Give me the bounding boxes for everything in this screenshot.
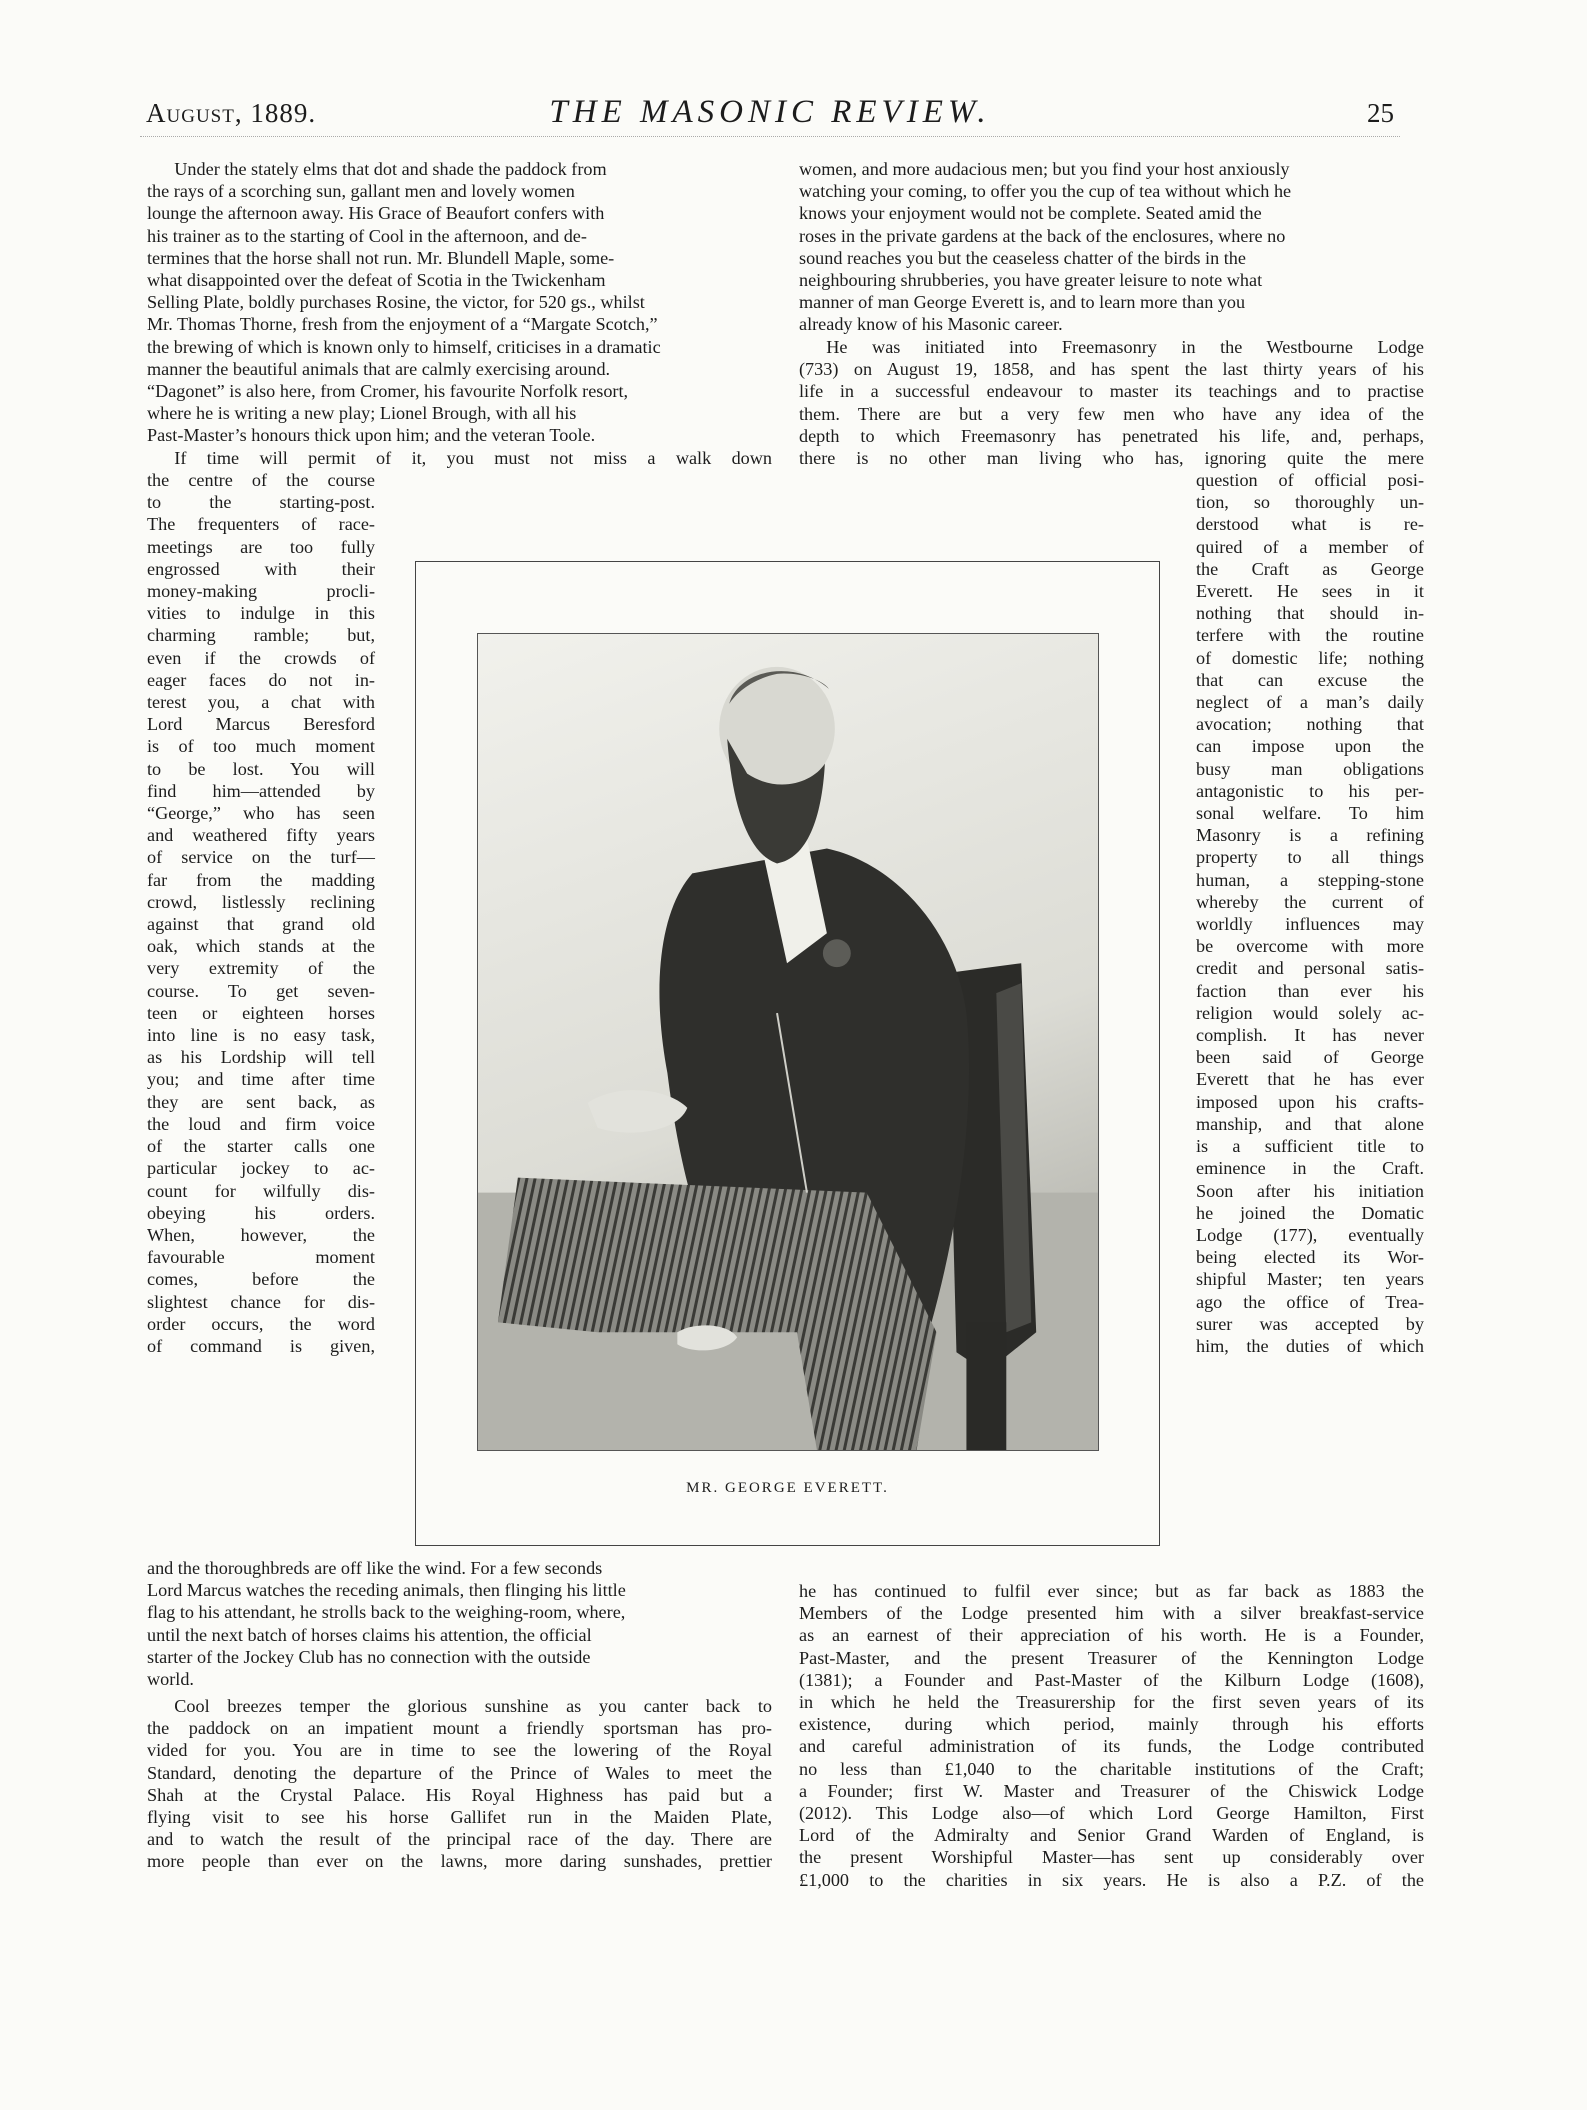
right-paragraph-2-start-line: life in a successful endeavour to master its teachings and to practise [799, 381, 1424, 402]
right-narrow-column-line: nothing that should in- [1196, 603, 1424, 624]
left-narrow-column-line: charming ramble; but, [147, 625, 375, 646]
left-narrow-column-line: “George,” who has seen [147, 803, 375, 824]
right-paragraph-1-line: knows your enjoyment would not be complete. Seated amid the [799, 203, 1262, 224]
left-paragraph-2-end-line: and the thoroughbreds are off like the wind. For a few seconds [147, 1558, 603, 1578]
right-paragraph-2-end [799, 1580, 1424, 1891]
portrait-drawing [478, 634, 1098, 1450]
right-paragraph-2-end-line: Past-Master, and the present Treasurer of the Kennington Lodge [799, 1647, 1424, 1668]
left-paragraph-3 [147, 1695, 772, 1873]
left-paragraph-1-line: “Dagonet” is also here, from Cromer, his favourite Norfolk resort, [147, 381, 629, 402]
right-narrow-column-line: Masonry is a refining [1196, 825, 1424, 846]
left-narrow-column-line: engrossed with their [147, 558, 375, 579]
right-narrow-column-line: property to all things [1196, 847, 1424, 868]
left-narrow-column-line: they are sent back, as [147, 1091, 375, 1112]
left-paragraph-1-line: what disappointed over the defeat of Scotia in the Twickenham [147, 270, 606, 291]
portrait-figure [415, 561, 1160, 1546]
left-paragraph-3-line: vided for you. You are in time to see the lowering of the Royal [147, 1740, 772, 1761]
right-paragraph-1-line: women, and more audacious men; but you find your host anxiously [799, 159, 1290, 179]
right-narrow-column-line: him, the duties of which [1196, 1335, 1424, 1356]
right-narrow-column-line: Lodge (177), eventually [1196, 1224, 1424, 1245]
right-narrow-column-line: is a sufficient title to [1196, 1136, 1424, 1157]
right-paragraph-2-end-line: no less than £1,040 to the charitable institutions of the Craft; [799, 1758, 1424, 1779]
left-paragraph-1-line: the rays of a scorching sun, gallant men and lovely women [147, 181, 575, 202]
right-paragraph-2-end-line: in which he held the Treasurership for the first seven years of its [799, 1692, 1424, 1713]
right-narrow-column-line: can impose upon the [1196, 736, 1424, 757]
right-narrow-column-line: question of official posi- [1196, 470, 1424, 490]
left-narrow-column-line: even if the crowds of [147, 647, 375, 668]
right-narrow-column-line: antagonistic to his per- [1196, 780, 1424, 801]
right-narrow-column-line: ago the office of Trea- [1196, 1291, 1424, 1312]
left-narrow-column-line: to the starting-post. [147, 492, 375, 513]
right-narrow-column-line: he joined the Domatic [1196, 1202, 1424, 1223]
left-paragraph-2-end-line: Lord Marcus watches the receding animals, then flinging his little [147, 1580, 626, 1601]
left-narrow-column-line: and weathered fifty years [147, 825, 375, 846]
right-paragraph-2-end-line: the present Worshipful Master—has sent up considerably over [799, 1847, 1424, 1868]
left-narrow-column-line: obeying his orders. [147, 1202, 375, 1223]
right-narrow-column-line: of domestic life; nothing [1196, 647, 1424, 668]
left-paragraph-1-line: Mr. Thomas Thorne, fresh from the enjoyment of a “Margate Scotch,” [147, 314, 658, 335]
right-paragraph-1 [799, 158, 1424, 336]
left-narrow-column-line: far from the madding [147, 869, 375, 890]
left-paragraph-3-line: more people than ever on the lawns, more daring sunshades, prettier [147, 1851, 772, 1872]
left-narrow-column-line: favourable moment [147, 1247, 375, 1268]
left-paragraph-1-line: lounge the afternoon away. His Grace of Beaufort confers with [147, 203, 605, 224]
right-narrow-column-line: surer was accepted by [1196, 1313, 1424, 1334]
left-narrow-column-line: against that grand old [147, 914, 375, 935]
right-paragraph-2-end-line: (2012). This Lodge also—of which Lord George Hamilton, First [799, 1803, 1424, 1824]
right-narrow-column-line: busy man obligations [1196, 758, 1424, 779]
left-paragraph-3-line: flying visit to see his horse Gallifet run in the Maiden Plate, [147, 1807, 772, 1828]
right-paragraph-2-end-line: existence, during which period, mainly through his efforts [799, 1714, 1424, 1735]
left-paragraph-1-line: termines that the horse shall not run. Mr. Blundell Maple, some- [147, 247, 615, 268]
left-paragraph-3-line: and to watch the result of the principal race of the day. There are [147, 1829, 772, 1850]
left-narrow-column-line: of command is given, [147, 1335, 375, 1356]
right-paragraph-2-end-line: Lord of the Admiralty and Senior Grand Warden of England, is [799, 1825, 1424, 1846]
right-narrow-column-line: shipful Master; ten years [1196, 1269, 1424, 1290]
right-narrow-column-line: faction than ever his [1196, 980, 1424, 1001]
portrait-caption: MR. GEORGE EVERETT. [686, 1480, 889, 1496]
left-paragraph-3-line: Standard, denoting the departure of the Prince of Wales to meet the [147, 1762, 772, 1783]
right-narrow-column-line: sonal welfare. To him [1196, 803, 1424, 824]
right-narrow-column-line: religion would solely ac- [1196, 1002, 1424, 1023]
left-narrow-column-line: comes, before the [147, 1269, 375, 1290]
right-narrow-column-line: whereby the current of [1196, 891, 1424, 912]
left-narrow-column-line: to be lost. You will [147, 758, 375, 779]
left-paragraph-2-start [147, 447, 772, 469]
left-narrow-column-line: meetings are too fully [147, 536, 375, 557]
right-narrow-column-line: avocation; nothing that [1196, 714, 1424, 735]
right-paragraph-2-start-line: (733) on August 19, 1858, and has spent the last thirty years of his [799, 359, 1424, 380]
right-paragraph-2-end-line: a Founder; first W. Master and Treasurer of the Chiswick Lodge [799, 1780, 1424, 1801]
right-narrow-column [1196, 469, 1424, 1357]
right-narrow-column-line: derstood what is re- [1196, 514, 1424, 535]
left-paragraph-3-line: Cool breezes temper the glorious sunshine as you canter back to [174, 1696, 772, 1716]
left-narrow-column-line: crowd, listlessly reclining [147, 891, 375, 912]
left-paragraph-1-line: Under the stately elms that dot and shade the paddock from [174, 159, 607, 179]
right-narrow-column-line: that can excuse the [1196, 669, 1424, 690]
right-paragraph-2-end-line: he has continued to fulfil ever since; but as far back as 1883 the [799, 1581, 1424, 1601]
right-paragraph-2-end-line: and careful administration of its funds, the Lodge contributed [799, 1736, 1424, 1757]
right-paragraph-2-start-line: depth to which Freemasonry has penetrated his life, and, perhaps, [799, 425, 1424, 446]
left-paragraph-2-start-line: If time will permit of it, you must not miss a walk down [174, 448, 772, 468]
right-narrow-column-line: neglect of a man’s daily [1196, 692, 1424, 713]
right-narrow-column-line: Everett. He sees in it [1196, 581, 1424, 602]
left-narrow-column-line: find him—attended by [147, 780, 375, 801]
left-paragraph-1-line: Past-Master’s honours thick upon him; and the veteran Toole. [147, 425, 596, 446]
left-paragraph-3-line: the paddock on an impatient mount a friendly sportsman has pro- [147, 1718, 772, 1739]
issue-date: August, 1889. [146, 98, 317, 128]
left-narrow-column-line: eager faces do not in- [147, 669, 375, 690]
left-paragraph-2-end-line: flag to his attendant, he strolls back to the weighing-room, where, [147, 1602, 626, 1623]
left-narrow-column-line: When, however, the [147, 1224, 375, 1245]
left-narrow-column-line: is of too much moment [147, 736, 375, 757]
left-narrow-column-line: the centre of the course [147, 470, 375, 490]
left-narrow-column-line: teen or eighteen horses [147, 1002, 375, 1023]
left-narrow-column-line: of service on the turf— [147, 847, 375, 868]
left-paragraph-1 [147, 158, 772, 447]
left-narrow-column-line: vities to indulge in this [147, 603, 375, 624]
right-narrow-column-line: manship, and that alone [1196, 1113, 1424, 1134]
left-narrow-column-line: slightest chance for dis- [147, 1291, 375, 1312]
left-narrow-column-line: count for wilfully dis- [147, 1180, 375, 1201]
right-narrow-column-line: worldly influences may [1196, 914, 1424, 935]
portrait-photograph-icon [477, 633, 1099, 1451]
right-narrow-column-line: the Craft as George [1196, 558, 1424, 579]
header-rule [140, 136, 1400, 137]
right-paragraph-2-end-line: (1381); a Founder and Past-Master of the Kilburn Lodge (1608), [799, 1669, 1424, 1690]
right-paragraph-2-end-line: Members of the Lodge presented him with a silver breakfast-service [799, 1603, 1424, 1624]
left-narrow-column [147, 469, 375, 1357]
left-narrow-column-line: very extremity of the [147, 958, 375, 979]
right-paragraph-1-line: sound reaches you but the ceaseless chatter of the birds in the [799, 247, 1246, 268]
left-paragraph-2-end [147, 1557, 772, 1690]
right-paragraph-1-line: roses in the private gardens at the back of the enclosures, where no [799, 225, 1286, 246]
left-narrow-column-line: money-making procli- [147, 581, 375, 602]
right-paragraph-2-start-line: them. There are but a very few men who have any idea of the [799, 403, 1424, 424]
right-paragraph-2-end-line: as an earnest of their appreciation of his worth. He is a Founder, [799, 1625, 1424, 1646]
right-paragraph-1-line: already know of his Masonic career. [799, 314, 1063, 335]
left-narrow-column-line: the loud and firm voice [147, 1113, 375, 1134]
right-paragraph-1-line: manner of man George Everett is, and to learn more than you [799, 292, 1246, 313]
right-narrow-column-line: terfere with the routine [1196, 625, 1424, 646]
right-narrow-column-line: been said of George [1196, 1047, 1424, 1068]
right-narrow-column-line: human, a stepping-stone [1196, 869, 1424, 890]
right-narrow-column-line: credit and personal satis- [1196, 958, 1424, 979]
left-narrow-column-line: of the starter calls one [147, 1136, 375, 1157]
left-narrow-column-line: into line is no easy task, [147, 1025, 375, 1046]
page-header [140, 90, 1400, 140]
left-paragraph-1-line: manner the beautiful animals that are calmly exercising around. [147, 358, 611, 379]
left-paragraph-1-line: the brewing of which is known only to himself, criticises in a dramatic [147, 336, 661, 357]
left-paragraph-3-line: Shah at the Crystal Palace. His Royal Highness has paid but a [147, 1784, 772, 1805]
right-narrow-column-line: be overcome with more [1196, 936, 1424, 957]
left-narrow-column-line: as his Lordship will tell [147, 1047, 375, 1068]
right-paragraph-2-start-line: there is no other man living who has, ignoring quite the mere [799, 448, 1424, 469]
left-paragraph-1-line: his trainer as to the starting of Cool in the afternoon, and de- [147, 225, 587, 246]
right-narrow-column-line: eminence in the Craft. [1196, 1158, 1424, 1179]
right-narrow-column-line: Everett that he has ever [1196, 1069, 1424, 1090]
left-narrow-column-line: terest you, a chat with [147, 692, 375, 713]
left-narrow-column-line: course. To get seven- [147, 980, 375, 1001]
left-narrow-column-line: order occurs, the word [147, 1313, 375, 1334]
left-paragraph-1-line: where he is writing a new play; Lionel Brough, with all his [147, 403, 577, 424]
right-paragraph-2-start-line: He was initiated into Freemasonry in the Westbourne Lodge [826, 337, 1424, 357]
publication-title: THE MASONIC REVIEW. [549, 94, 991, 130]
right-paragraph-1-line: neighbouring shrubberies, you have greater leisure to note what [799, 270, 1263, 291]
right-narrow-column-line: quired of a member of [1196, 536, 1424, 557]
left-paragraph-2-end-line: starter of the Jockey Club has no connection with the outside [147, 1646, 591, 1667]
left-narrow-column-line: you; and time after time [147, 1069, 375, 1090]
right-narrow-column-line: Soon after his initiation [1196, 1180, 1424, 1201]
page-number: 25 [1367, 98, 1394, 128]
left-paragraph-2-end-line: until the next batch of horses claims his attention, the official [147, 1624, 592, 1645]
left-narrow-column-line: Lord Marcus Beresford [147, 714, 375, 735]
right-narrow-column-line: being elected its Wor- [1196, 1247, 1424, 1268]
left-paragraph-2-end-line: world. [147, 1669, 194, 1690]
left-narrow-column-line: The frequenters of race- [147, 514, 375, 535]
right-paragraph-2-end-line: £1,000 to the charities in six years. He is also a P.Z. of the [799, 1869, 1424, 1890]
right-paragraph-1-line: watching your coming, to offer you the cup of tea without which he [799, 181, 1292, 202]
right-narrow-column-line: complish. It has never [1196, 1025, 1424, 1046]
left-narrow-column-line: oak, which stands at the [147, 936, 375, 957]
left-paragraph-1-line: Selling Plate, boldly purchases Rosine, the victor, for 520 gs., whilst [147, 292, 645, 313]
left-narrow-column-line: particular jockey to ac- [147, 1158, 375, 1179]
right-paragraph-2-start [799, 336, 1424, 469]
right-narrow-column-line: imposed upon his crafts- [1196, 1091, 1424, 1112]
right-narrow-column-line: tion, so thoroughly un- [1196, 492, 1424, 513]
